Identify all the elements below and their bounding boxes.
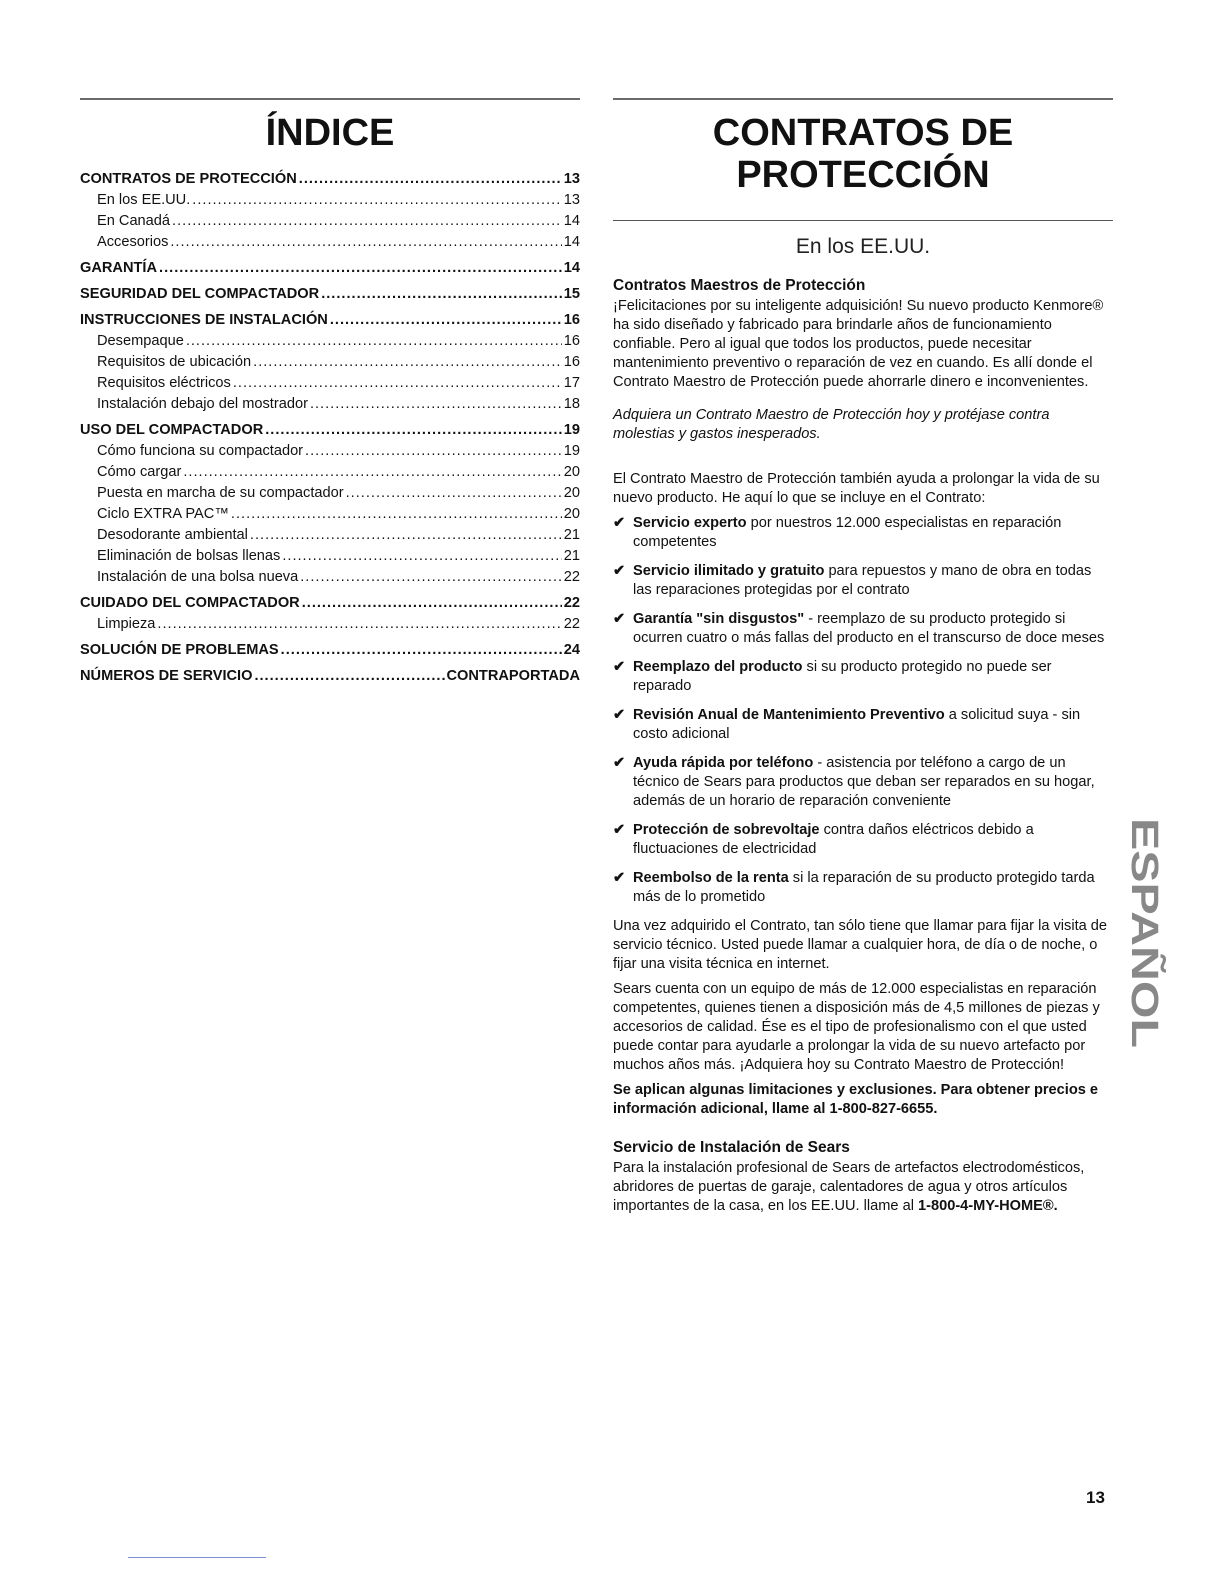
toc-entry-label: Cómo cargar xyxy=(97,464,182,480)
toc-entry-label: Instalación debajo del mostrador xyxy=(97,396,308,412)
toc-leader-dots xyxy=(172,211,562,232)
toc-entry xyxy=(80,420,580,441)
toc-entry-label: Accesorios xyxy=(97,234,169,250)
installation-phone: 1-800-4-MY-HOME®. xyxy=(918,1198,1058,1214)
contracts-column xyxy=(613,112,1113,1230)
benefit-text: - asistencia por teléfono a cargo de un técnico de Sears para productos que deban ser reparados en su hogar, además de un horario de reparación conveniente xyxy=(633,755,1095,809)
limitations-paragraph: Se aplican algunas limitaciones y exclusiones. Para obtener precios e información adicional, llame al 1-800-827-6655. xyxy=(613,1082,1099,1117)
benefit-text: si su producto protegido no puede ser reparado xyxy=(633,659,1052,694)
benefit-title: Reembolso de la renta xyxy=(633,870,789,886)
toc-entry-page: 21 xyxy=(563,548,580,564)
toc-entry-label: INSTRUCCIONES DE INSTALACIÓN xyxy=(80,312,328,328)
toc-entry-page: 22 xyxy=(563,569,580,585)
team-paragraph: Sears cuenta con un equipo de más de 12.000 especialistas en reparación competentes, quienes tienen a disposición más de 4,5 millones de piezas y accesorios de calidad. Ése es el tipo de profesionalismo con el que usted puede contar para ayudarle a prolongar la vida de su nuevo artefacto por muchos años más. ¡Adquiera hoy su Contrato Maestro de Protección! xyxy=(613,981,1100,1073)
toc-entry xyxy=(80,211,580,232)
footer-line xyxy=(128,1557,266,1558)
checkmark-icon: ✔ xyxy=(613,611,626,627)
left-top-rule xyxy=(80,98,580,100)
toc-entry-label: Desodorante ambiental xyxy=(97,527,248,543)
toc-entry xyxy=(80,373,580,394)
toc-entry xyxy=(80,525,580,546)
checkmark-icon: ✔ xyxy=(613,707,626,723)
toc-entry xyxy=(80,593,580,614)
benefit-title: Garantía "sin disgustos" xyxy=(633,611,805,627)
toc-entry-page: 15 xyxy=(563,286,580,302)
section-subtitle: En los EE.UU. xyxy=(795,235,931,258)
benefit-title: Servicio experto xyxy=(633,515,747,531)
checkmark-icon: ✔ xyxy=(613,870,626,886)
page-number: 13 xyxy=(1086,1488,1105,1507)
toc-entry-label: Requisitos de ubicación xyxy=(97,354,252,370)
benefit-item xyxy=(613,610,1113,648)
toc-entry xyxy=(80,284,580,305)
toc-leader-dots xyxy=(170,232,561,253)
toc-leader-dots xyxy=(282,546,561,567)
toc-entry-label: Limpieza xyxy=(97,616,156,632)
toc-leader-dots xyxy=(192,190,561,211)
toc-leader-dots xyxy=(250,525,562,546)
checkmark-icon: ✔ xyxy=(613,755,626,771)
toc-entry-page: 24 xyxy=(563,642,580,658)
benefit-text: si la reparación de su producto protegido tarda más de lo prometido xyxy=(633,870,1095,905)
index-title: ÍNDICE xyxy=(265,112,395,154)
benefit-text: para repuestos y mano de obra en todas las reparaciones protegidas por el contrato xyxy=(633,563,1092,598)
toc-entry-label: SEGURIDAD DEL COMPACTADOR xyxy=(80,286,320,302)
toc-entry-label: Requisitos eléctricos xyxy=(97,375,231,391)
toc-entry-label: Desempaque xyxy=(97,333,184,349)
toc-entry xyxy=(80,462,580,483)
toc-leader-dots xyxy=(265,420,562,441)
toc-entry xyxy=(80,614,580,635)
toc-entry-page: 22 xyxy=(563,595,580,611)
benefits-intro: El Contrato Maestro de Protección también ayuda a prolongar la vida de su nuevo producto. He aquí lo que se incluye en el Contrato: xyxy=(613,471,1100,506)
toc-entry xyxy=(80,331,580,352)
toc-leader-dots xyxy=(300,567,562,588)
intro-paragraph: ¡Felicitaciones por su inteligente adquisición! Su nuevo producto Kenmore® ha sido diseñado y fabricado para brindarle años de funcionamiento confiable. Pero al igual que todos los productos, puede necesitar mantenimiento preventivo o reparación de vez en cuando. Es allí donde el Contrato Maestro de Protección puede ahorrarle dinero e inconvenientes. xyxy=(613,298,1104,390)
toc-entry-page: 13 xyxy=(563,171,580,187)
toc-entry-label: Puesta en marcha de su compactador xyxy=(97,485,344,501)
checkmark-icon: ✔ xyxy=(613,659,626,675)
toc-entry-page: 16 xyxy=(563,333,580,349)
toc-entry-label: En los EE.UU. xyxy=(97,192,191,208)
toc-entry xyxy=(80,640,580,661)
toc-leader-dots xyxy=(186,331,562,352)
installation-text: Para la instalación profesional de Sears de artefactos electrodomésticos, abridores de puertas de garaje, calentadores de agua y otros artículos importantes de la casa, en los EE.UU. llame al xyxy=(613,1160,1085,1214)
benefit-text: - reemplazo de su producto protegido si ocurren cuatro o más fallas del producto en el transcurso de doce meses xyxy=(633,611,1105,646)
toc-entry-page: 14 xyxy=(563,234,580,250)
toc-entry-page: 20 xyxy=(563,485,580,501)
after-purchase-paragraph: Una vez adquirido el Contrato, tan sólo tiene que llamar para fijar la visita de servicio técnico. Usted puede llamar a cualquier hora, de día o de noche, o fijar una visita técnica en internet. xyxy=(613,918,1108,972)
toc-leader-dots xyxy=(305,441,562,462)
side-tab-label: ESPAÑOL xyxy=(1123,818,1165,999)
toc-entry-page: 19 xyxy=(563,443,580,459)
toc-leader-dots xyxy=(254,666,444,687)
toc-entry xyxy=(80,232,580,253)
toc-entry-label: CUIDADO DEL COMPACTADOR xyxy=(80,595,300,611)
toc-entry-label: CONTRATOS DE PROTECCIÓN xyxy=(80,171,297,187)
checkmark-icon: ✔ xyxy=(613,563,626,579)
benefit-item xyxy=(613,706,1113,744)
toc-leader-dots xyxy=(330,310,562,331)
toc-entry xyxy=(80,546,580,567)
contracts-title-line2: PROTECCIÓN xyxy=(736,154,990,196)
toc-entry-page: 20 xyxy=(563,506,580,522)
toc-entry-label: NÚMEROS DE SERVICIO xyxy=(80,668,253,684)
toc-leader-dots xyxy=(159,258,562,279)
toc-entry-label: Ciclo EXTRA PAC™ xyxy=(97,506,229,522)
table-of-contents xyxy=(80,169,580,687)
benefit-item xyxy=(613,754,1113,811)
toc-entry xyxy=(80,258,580,279)
subtitle-rule xyxy=(613,220,1113,221)
toc-entry-page: CONTRAPORTADA xyxy=(446,668,580,684)
toc-leader-dots xyxy=(183,462,561,483)
installation-heading: Servicio de Instalación de Sears xyxy=(613,1139,850,1156)
checkmark-icon: ✔ xyxy=(613,515,626,531)
toc-leader-dots xyxy=(157,614,561,635)
toc-entry-label: USO DEL COMPACTADOR xyxy=(80,422,264,438)
toc-entry-page: 19 xyxy=(563,422,580,438)
master-contracts-heading: Contratos Maestros de Protección xyxy=(613,277,866,294)
benefit-item xyxy=(613,821,1113,859)
contracts-title xyxy=(613,112,1113,196)
toc-leader-dots xyxy=(346,483,562,504)
benefit-item xyxy=(613,658,1113,696)
benefit-title: Reemplazo del producto xyxy=(633,659,803,675)
toc-entry xyxy=(80,190,580,211)
toc-entry-page: 14 xyxy=(563,260,580,276)
toc-entry-page: 14 xyxy=(563,213,580,229)
benefit-item xyxy=(613,562,1113,600)
toc-entry-page: 16 xyxy=(563,312,580,328)
benefit-title: Revisión Anual de Mantenimiento Preventivo xyxy=(633,707,945,723)
toc-entry-page: 18 xyxy=(563,396,580,412)
right-top-rule xyxy=(613,98,1113,100)
benefit-text: a solicitud suya - sin costo adicional xyxy=(633,707,1081,742)
toc-entry xyxy=(80,310,580,331)
toc-entry xyxy=(80,567,580,588)
toc-entry-page: 20 xyxy=(563,464,580,480)
toc-leader-dots xyxy=(310,394,562,415)
toc-entry-page: 13 xyxy=(563,192,580,208)
toc-leader-dots xyxy=(299,169,562,190)
benefit-text: por nuestros 12.000 especialistas en reparación competentes xyxy=(633,515,1062,550)
toc-entry-label: Instalación de una bolsa nueva xyxy=(97,569,299,585)
benefits-list xyxy=(613,514,1113,907)
language-side-tab xyxy=(1118,818,1174,1050)
index-column xyxy=(80,112,580,687)
toc-entry-label: Cómo funciona su compactador xyxy=(97,443,304,459)
toc-entry-label: En Canadá xyxy=(97,213,171,229)
toc-entry xyxy=(80,504,580,525)
toc-leader-dots xyxy=(253,352,562,373)
toc-leader-dots xyxy=(281,640,562,661)
toc-entry xyxy=(80,666,580,687)
toc-entry-page: 17 xyxy=(563,375,580,391)
toc-entry-label: Eliminación de bolsas llenas xyxy=(97,548,281,564)
toc-entry xyxy=(80,169,580,190)
toc-leader-dots xyxy=(231,504,562,525)
toc-entry-label: GARANTÍA xyxy=(80,260,158,276)
benefit-title: Servicio ilimitado y gratuito xyxy=(633,563,825,579)
benefit-title: Protección de sobrevoltaje xyxy=(633,822,820,838)
benefit-title: Ayuda rápida por teléfono xyxy=(633,755,814,771)
benefit-item xyxy=(613,514,1113,552)
toc-entry xyxy=(80,394,580,415)
benefit-item xyxy=(613,869,1113,907)
checkmark-icon: ✔ xyxy=(613,822,626,838)
contracts-title-line1: CONTRATOS DE xyxy=(712,112,1014,154)
toc-leader-dots xyxy=(302,593,562,614)
toc-entry xyxy=(80,352,580,373)
toc-entry-page: 21 xyxy=(563,527,580,543)
installation-paragraph xyxy=(613,1159,1113,1216)
toc-entry-page: 22 xyxy=(563,616,580,632)
toc-entry-page: 16 xyxy=(563,354,580,370)
toc-entry-label: SOLUCIÓN DE PROBLEMAS xyxy=(80,642,279,658)
benefit-text: contra daños eléctricos debido a fluctuaciones de electricidad xyxy=(633,822,1034,857)
italic-note: Adquiera un Contrato Maestro de Protección hoy y protéjase contra molestias y gastos inesperados. xyxy=(613,407,1050,442)
toc-leader-dots xyxy=(321,284,562,305)
toc-entry xyxy=(80,441,580,462)
toc-entry xyxy=(80,483,580,504)
toc-leader-dots xyxy=(233,373,562,394)
